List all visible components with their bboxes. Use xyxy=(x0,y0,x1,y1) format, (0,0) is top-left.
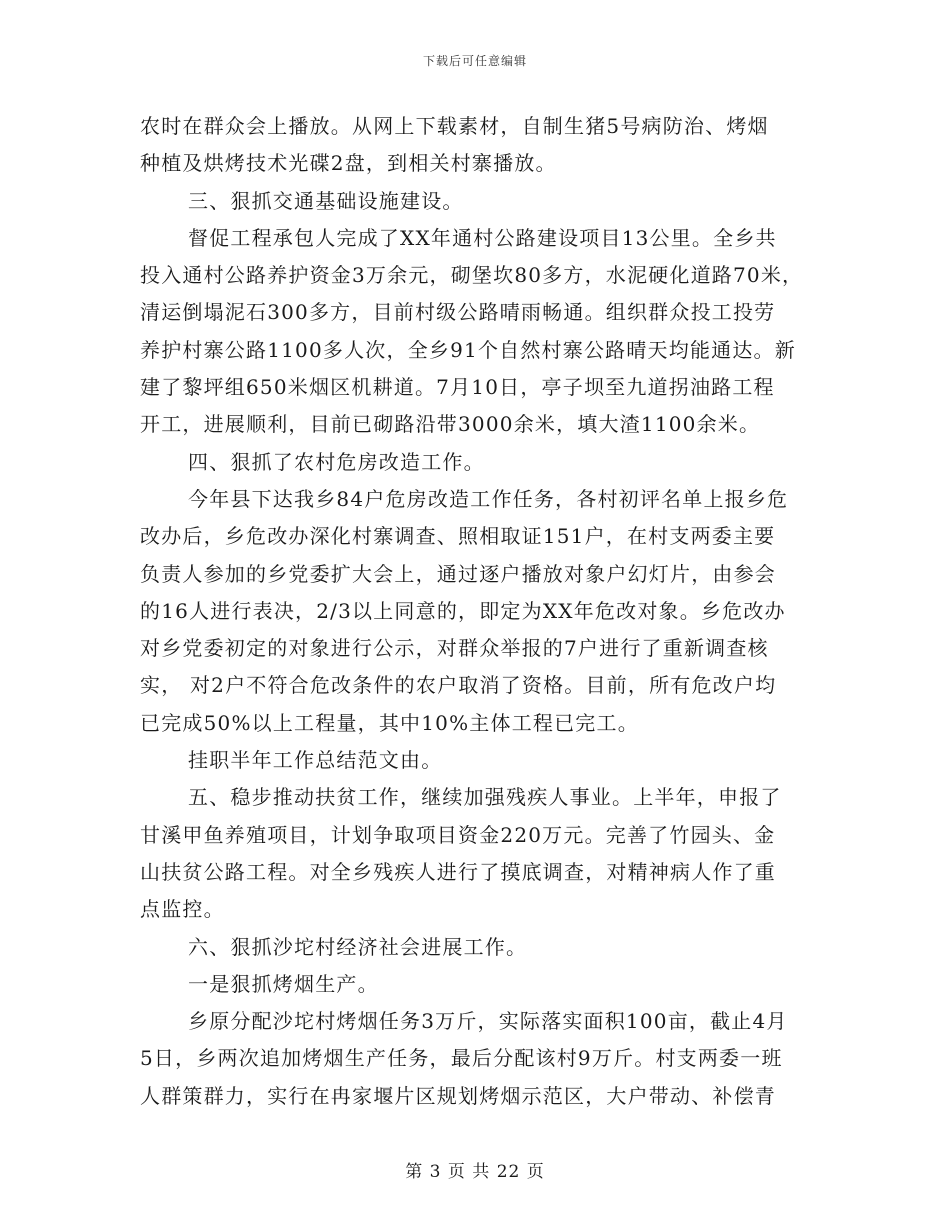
text-line: 清运倒塌泥石300多方，目前村级公路晴雨畅通。组织群众投工投劳 xyxy=(140,300,776,325)
text-line: 三、狠抓交通基础设施建设。 xyxy=(188,188,464,213)
text-line: 六、狠抓沙坨村经济社会进展工作。 xyxy=(188,934,528,959)
text-line: 督促工程承包人完成了XX年通村公路建设项目13公里。全乡共 xyxy=(188,225,777,250)
text-line: 已完成50%以上工程量，其中10%主体工程已完工。 xyxy=(140,710,639,735)
text-line: 负责人参加的乡党委扩大会上，通过逐户播放对象户幻灯片，由参会 xyxy=(140,561,776,586)
text-line: 改办后，乡危改办深化村寨调查、照相取证151户，在村支两委主要 xyxy=(140,524,776,549)
text-line: 开工，进展顺利，目前已砌路沿带3000余米，填大渣1100余米。 xyxy=(140,412,761,437)
text-line: 农时在群众会上播放。从网上下载素材，自制生猪5号病防治、烤烟 xyxy=(140,114,769,138)
text-line: 人群策群力，实行在冉家堰片区规划烤烟示范区，大户带动、补偿青 xyxy=(140,1083,776,1108)
text-line: 乡原分配沙坨村烤烟任务3万斤，实际落实面积100亩，截止4月 xyxy=(188,1009,788,1034)
text-line: 五、稳步推动扶贫工作，继续加强残疾人事业。上半年，申报了 xyxy=(188,785,782,810)
page-number: 第 3 页 共 22 页 xyxy=(405,1162,545,1182)
text-line: 点监控。 xyxy=(140,897,225,922)
text-line: 的16人进行表决，2/3以上同意的，即定为XX年危改对象。乡危改办 xyxy=(140,598,786,623)
text-line: 对乡党委初定的对象进行公示，对群众举报的7户进行了重新调查核 xyxy=(140,636,769,661)
text-line: 今年县下达我乡84户危房改造工作任务，各村初评名单上报乡危 xyxy=(188,486,789,511)
document-body xyxy=(140,108,812,1115)
page-header: 下载后可任意编辑 xyxy=(422,54,527,68)
text-line: 实， 对2户不符合危改条件的农户取消了资格。目前，所有危改户均 xyxy=(140,673,777,698)
text-line: 建了黎坪组650米烟区机耕道。7月10日，亭子坝至九道拐油路工程 xyxy=(140,375,775,400)
text-line: 甘溪甲鱼养殖项目，计划争取项目资金220万元。完善了竹园头、金 xyxy=(140,822,776,847)
text-line: 养护村寨公路1100多人次，全乡91个自然村寨公路晴天均能通达。新 xyxy=(140,337,796,362)
text-line: 四、狠抓了农村危房改造工作。 xyxy=(188,449,485,474)
text-line: 一是狠抓烤烟生产。 xyxy=(188,971,379,996)
text-line: 5日，乡两次追加烤烟生产任务，最后分配该村9万斤。村支两委一班 xyxy=(140,1046,783,1071)
text-line: 投入通村公路养护资金3万余元，砌堡坎80多方，水泥硬化道路70米， xyxy=(140,263,804,288)
text-line: 山扶贫公路工程。对全乡残疾人进行了摸底调查，对精神病人作了重 xyxy=(140,859,776,884)
text-line: 种植及烘烤技术光碟2盘，到相关村寨播放。 xyxy=(140,151,557,176)
text-line: 挂职半年工作总结范文由。 xyxy=(188,748,443,773)
